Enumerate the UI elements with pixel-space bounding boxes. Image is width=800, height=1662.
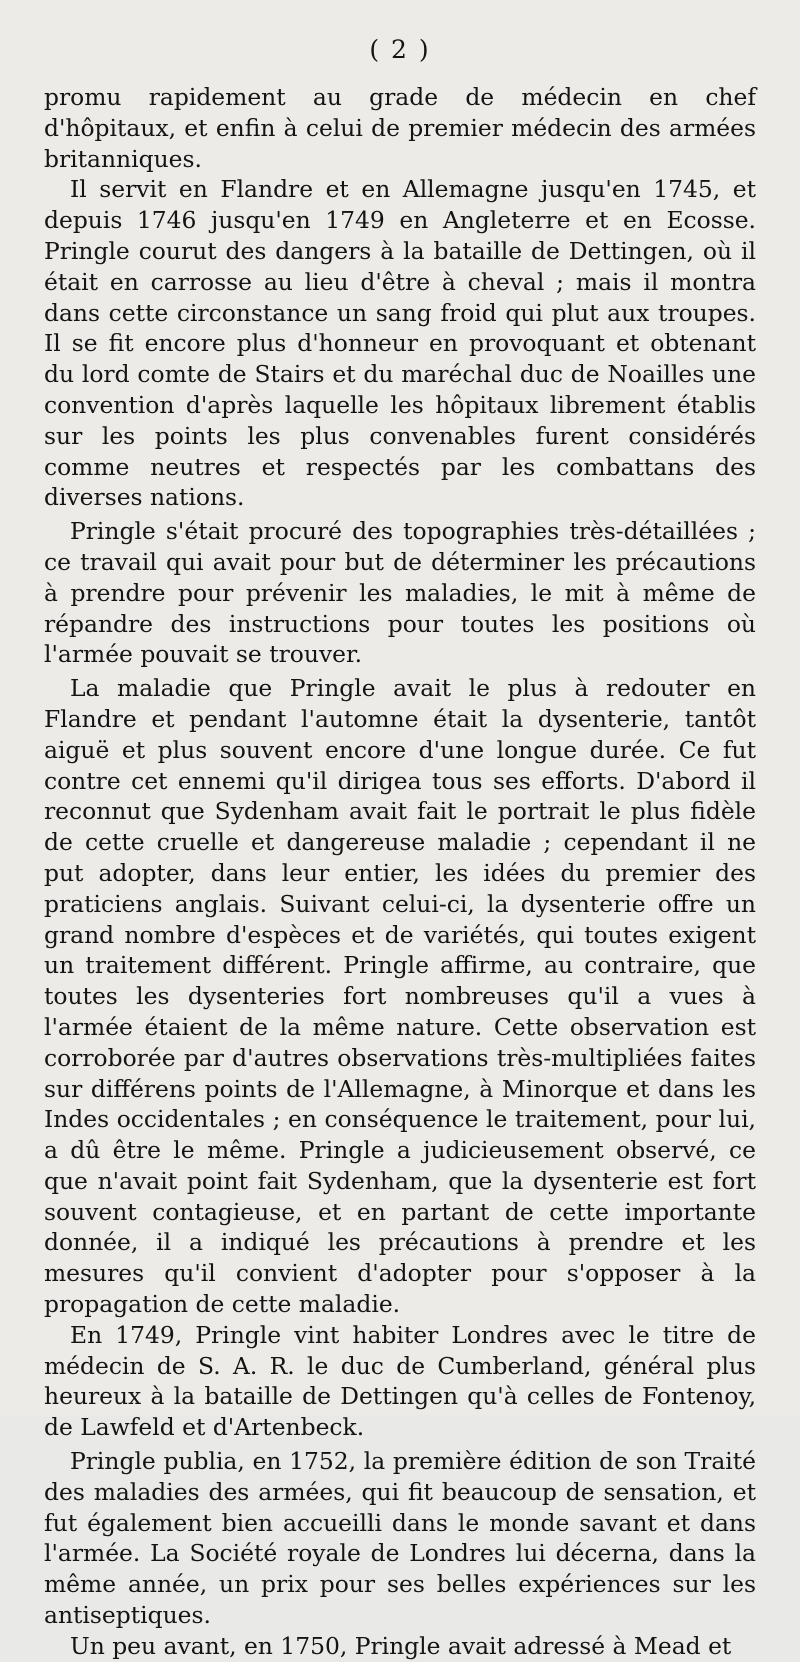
- paragraph-6: Pringle publia, en 1752, la première édition de son Traité des maladies des armées, qui fit beaucoup de sensation, et fut également bien accueilli dans le monde savant et dans l'armée. La Société royale de Londres lui décerna, dans la même année, un prix pour ses belles expériences sur les antiseptiques.: [44, 1447, 756, 1630]
- paragraph-7: Un peu avant, en 1750, Pringle avait adressé à Mead et: [70, 1631, 732, 1660]
- paragraph-1: promu rapidement au grade de médecin en chef d'hôpitaux, et enfin à celui de premier médecin des armées britanniques.: [44, 83, 756, 173]
- page-number: ( 2 ): [369, 35, 431, 64]
- paragraph-2: Il servit en Flandre et en Allemagne jusqu'en 1745, et depuis 1746 jusqu'en 1749 en Angleterre et en Ecosse. Pringle courut des dangers à la bataille de Dettingen, où il était en carrosse au lieu d'être à cheval ; mais il montra dans cette circonstance un sang froid qui plut aux troupes. Il se fit encore plus d'honneur en provoquant et obtenant du lord comte de Stairs et du maréchal duc de Noailles une convention d'après laquelle les hôpitaux librement établis sur les points les plus convenables furent considérés comme neutres et respectés par les combattans des diverses nations.: [44, 175, 756, 512]
- paragraph-5: En 1749, Pringle vint habiter Londres avec le titre de médecin de S. A. R. le duc de Cumberland, général plus heureux à la bataille de Dettingen qu'à celles de Fontenoy, de Lawfeld et d'Artenbeck.: [44, 1320, 756, 1442]
- paragraph-3: Pringle s'était procuré des topographies très-détaillées ; ce travail qui avait pour but de déterminer les précautions à prendre pour prévenir les maladies, le mit à même de répandre des instructions pour toutes les positions où l'armée pouvait se trouver.: [44, 517, 756, 669]
- paragraph-4: La maladie que Pringle avait le plus à redouter en Flandre et pendant l'automne était la dysenterie, tantôt aiguë et plus souvent encore d'une longue durée. Ce fut contre cet ennemi qu'il dirigea tous ses efforts. D'abord il reconnut que Sydenham avait fait le portrait le plus fidèle de cette cruelle et dangereuse maladie ; cependant il ne put adopter, dans leur entier, les idées du premier des praticiens anglais. Suivant celui-ci, la dysenterie offre un grand nombre d'espèces et de variétés, qui toutes exigent un traitement différent. Pringle affirme, au contraire, que toutes les dysenteries fort nombreuses qu'il a vues à l'armée étaient de la même nature. Cette observation est corroborée par d'autres observations très-multipliées faites sur différens points de l'Allemagne, à Minorque et dans les Indes occidentales ; en conséquence le traitement, pour lui, a dû être le même. Pringle a judicieusement observé, ce que n'avait point fait Sydenham, que la dysenterie est fort souvent contagieuse, et en partant de cette importante donnée, il a indiqué les précautions à prendre et les mesures qu'il convient d'adopter pour s'opposer à la propagation de cette maladie.: [44, 674, 756, 1319]
